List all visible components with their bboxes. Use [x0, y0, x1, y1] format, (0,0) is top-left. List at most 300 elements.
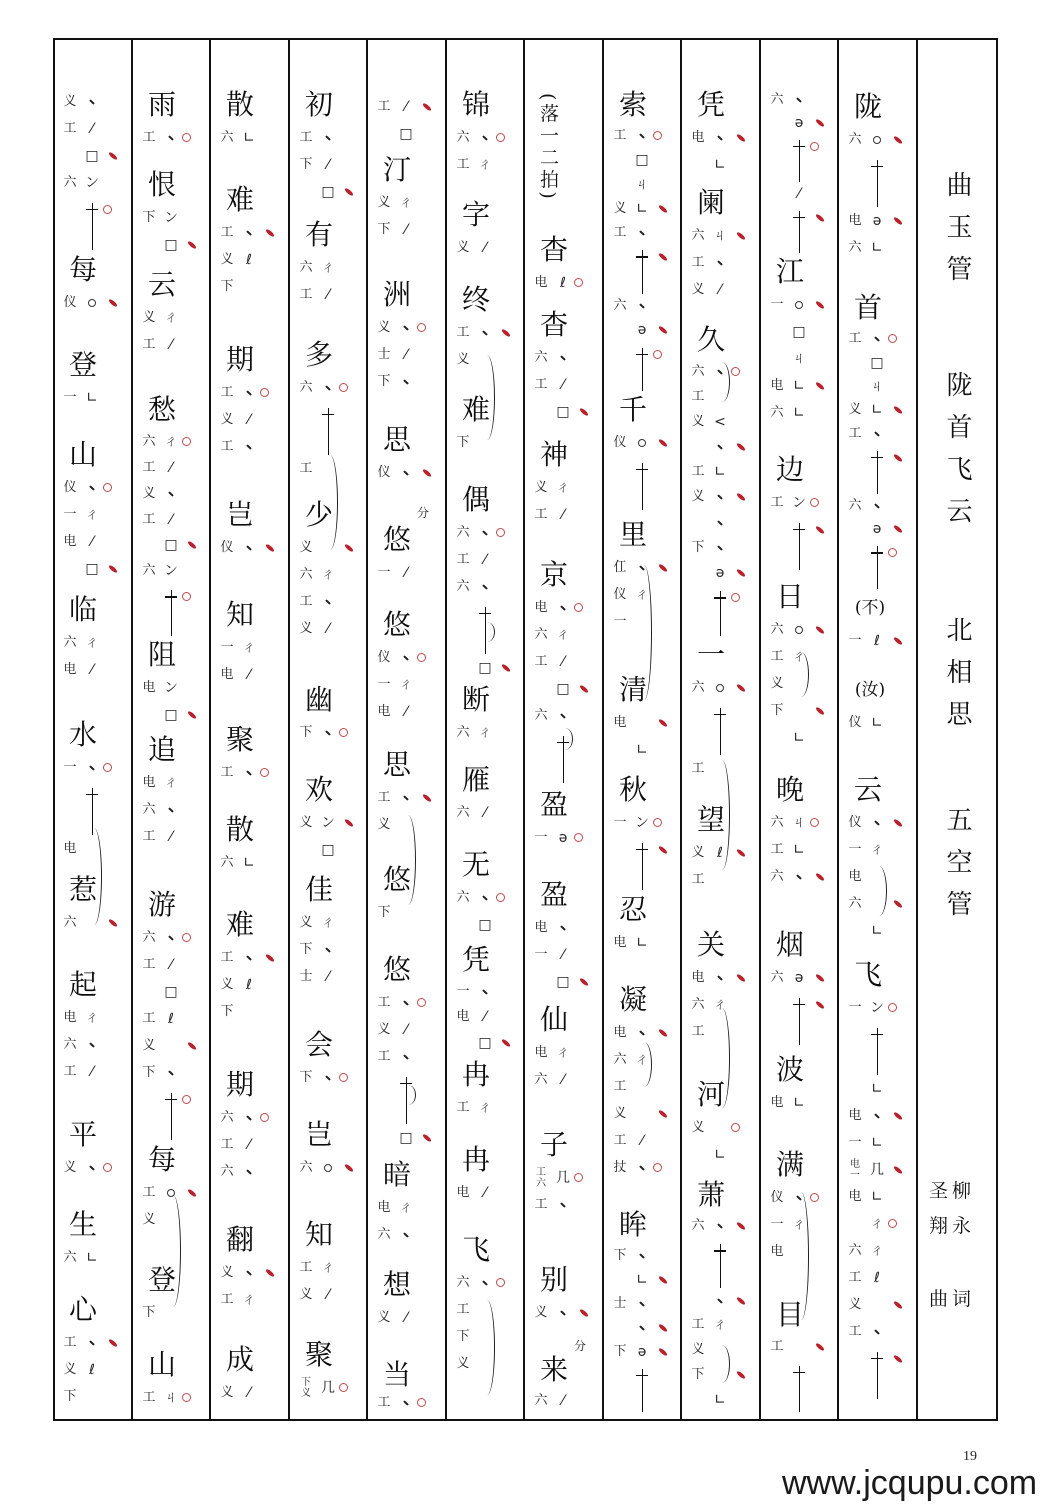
pitch-symbol: 下 [691, 1366, 705, 1382]
pitch-symbol: 工 [377, 1395, 391, 1410]
dot-mark [397, 465, 415, 481]
lyric-char: 满 [775, 1148, 804, 1181]
pitch-symbol: 义 [691, 844, 705, 860]
notation-group [289, 909, 367, 990]
pitch-symbol: 义 [691, 489, 705, 505]
notation-row [603, 836, 681, 890]
notation-row [838, 1102, 916, 1129]
pitch-symbol: 六 [534, 707, 548, 723]
notation-row [210, 1379, 288, 1406]
credit-line: 圣柳 [929, 1180, 976, 1202]
notation-row [681, 151, 759, 178]
red-circle-mark-icon [574, 1173, 583, 1182]
pitch-symbol: 工 [142, 336, 156, 352]
notation-row [524, 675, 602, 702]
red-tick-mark-icon [815, 525, 825, 534]
lyric-char: 知 [304, 1218, 333, 1251]
notation-row [53, 289, 131, 316]
notation-row [289, 1154, 367, 1181]
dot-mark [397, 650, 415, 666]
pitch-symbol-stack [296, 1377, 316, 1399]
score-column [681, 38, 759, 1420]
dot-mark [554, 920, 572, 936]
red-tick-mark-icon [736, 1370, 746, 1379]
rhythm-mark: ⁄ [247, 411, 251, 428]
lyric-char: 首 [853, 291, 882, 324]
notation-row [53, 1058, 131, 1085]
pitch-symbol: 六 [63, 634, 77, 650]
pitch-symbol: 电 [220, 666, 234, 682]
lyric-char: 汀 [382, 153, 411, 186]
notation-row [289, 124, 367, 151]
lyric-char: 云 [853, 773, 882, 806]
notation-row [681, 1018, 759, 1045]
pitch-symbol: 下 [770, 702, 784, 718]
notation-row [838, 1318, 916, 1345]
lyric-char: 心 [68, 1293, 97, 1326]
pitch-symbol: 工 [770, 1339, 784, 1354]
dot-mark [397, 790, 415, 806]
notation-row [681, 674, 759, 701]
lyric-char: 雁 [461, 763, 490, 796]
pitch-symbol: 六 [456, 889, 470, 905]
notation-group [132, 304, 210, 358]
pitch-symbol: 下 [220, 278, 234, 294]
notation-row [53, 384, 131, 411]
notation-row [132, 924, 210, 951]
rhythm-mark: ㄔ [321, 914, 335, 931]
dot-mark [633, 1025, 651, 1041]
pitch-symbol: 工 [63, 1063, 77, 1079]
page-number: 19 [963, 1449, 977, 1464]
notation-row [367, 559, 445, 586]
notation-row [132, 533, 210, 559]
pitch-symbol: 六 [534, 626, 548, 642]
lyric-char: 盈 [539, 788, 568, 821]
pitch-symbol: 下 [613, 1248, 627, 1263]
rhythm-mark: ⁄ [404, 346, 408, 363]
notation-group [53, 909, 131, 936]
lyric-char: 幽 [304, 683, 333, 716]
red-tick-mark-icon [658, 438, 668, 447]
rhythm-mark: ⁄ [404, 564, 408, 581]
red-tick-mark-icon [736, 493, 746, 502]
notation-row [210, 1259, 288, 1286]
score-column [210, 38, 288, 1420]
notation-row [446, 1179, 524, 1206]
red-circle-mark-icon [103, 1163, 112, 1172]
notation-row [132, 1059, 210, 1086]
notation-row [760, 345, 838, 372]
small-circle-mark [633, 435, 651, 451]
notation-row [838, 709, 916, 736]
notation-row [603, 173, 681, 197]
notation-row [524, 702, 602, 729]
red-tick-mark-icon [344, 543, 354, 552]
lyric-char: 期 [225, 343, 254, 376]
dot-mark [476, 984, 494, 1000]
dot-mark [240, 385, 258, 401]
rhythm-mark: ∟ [793, 841, 805, 858]
notation-row [210, 971, 288, 998]
notation-row [838, 541, 916, 589]
notation-row [524, 501, 602, 528]
rhythm-mark: ⁄ [404, 221, 408, 238]
rhythm-mark: ∟ [793, 377, 805, 394]
pitch-symbol: 一 [63, 759, 77, 775]
dot-mark [476, 525, 494, 541]
dot-mark [868, 1324, 886, 1340]
notation-row [446, 1269, 524, 1296]
notation-row [603, 809, 681, 836]
lyric-char: 悠 [382, 608, 411, 641]
dot-mark [711, 489, 729, 505]
rhythm-mark: ⁄ [169, 828, 173, 845]
notation-row [681, 586, 759, 636]
pitch-symbol: 六 [613, 1051, 627, 1067]
lyric-char: 冉 [461, 1058, 490, 1091]
red-tick-mark-icon [579, 977, 589, 986]
notation-row [210, 634, 288, 661]
lyric-char: 杳 [539, 233, 568, 266]
notation-row [760, 1184, 838, 1211]
rhythm-mark: ⁄ [561, 376, 565, 393]
dot-mark [162, 130, 180, 146]
notation-row [132, 1005, 210, 1032]
notation-row [446, 1296, 524, 1323]
red-tick-mark-icon [108, 298, 118, 307]
notation-row [210, 759, 288, 786]
red-tick-mark-icon [265, 953, 275, 962]
pitch-symbol: 下 [63, 1388, 77, 1404]
rhythm-mark: ㄔ [635, 1051, 649, 1068]
red-tick-mark-icon [108, 1338, 118, 1347]
notation-row [446, 1005, 524, 1031]
rhythm-mark: ∟ [714, 1146, 726, 1163]
red-circle-mark-icon [888, 334, 897, 343]
rhythm-mark: ㄔ [713, 996, 727, 1013]
notation-row [760, 1089, 838, 1116]
notation-group [132, 429, 210, 636]
red-tick-mark-icon [187, 1041, 197, 1050]
notation-row [760, 135, 838, 182]
pitch-symbol: 工 [220, 438, 234, 454]
notation-group [367, 459, 445, 486]
dot-mark [83, 1335, 101, 1351]
notation-group [838, 709, 916, 736]
lyric-char: 陇 [853, 90, 882, 123]
pitch-symbol: 工 [142, 956, 156, 972]
notation-row [132, 331, 210, 358]
pitch-symbol: 一 [456, 983, 470, 999]
pitch-symbol: 六 [220, 1109, 234, 1125]
notation-group [524, 269, 602, 296]
rhythm-mark: ン [164, 563, 178, 580]
pitch-symbol: 仪 [848, 714, 862, 730]
notation-row [132, 231, 210, 258]
notation-group [210, 534, 288, 561]
notation-row [210, 379, 288, 406]
notation-group [53, 474, 131, 582]
lyric-char: 惹 [68, 873, 97, 906]
red-tick-mark-icon [344, 1163, 354, 1172]
rhythm-mark: ㄐ [792, 350, 806, 367]
notation-row [132, 455, 210, 481]
notation-row [524, 269, 602, 296]
lyric-char: 凭 [696, 88, 725, 121]
beat-cross-mark [790, 523, 808, 571]
rhythm-mark: ン [321, 814, 335, 831]
rhythm-mark: ㄔ [164, 433, 178, 450]
lyric-char: 别 [539, 1263, 568, 1296]
pitch-symbol: 士 [613, 1296, 627, 1311]
notation-row [53, 629, 131, 656]
small-circle-mark [319, 1160, 337, 1176]
rhythm-mark: ə [794, 115, 804, 132]
rhythm-mark: ㄔ [556, 626, 570, 643]
notation-row [53, 1154, 131, 1181]
notation-row [53, 501, 131, 528]
notation-group [53, 1004, 131, 1085]
notation-row [367, 120, 445, 147]
notation-row [760, 88, 838, 112]
pitch-symbol: 士 [377, 346, 391, 362]
red-tick-mark-icon [815, 973, 825, 982]
red-circle-mark-icon [496, 1278, 505, 1287]
notation-row [760, 670, 838, 697]
notation-row [524, 824, 602, 851]
lyric-char: 聚 [225, 723, 254, 756]
rhythm-mark: ℓ [246, 976, 252, 993]
lyric-char: 久 [696, 323, 725, 356]
red-tick-mark-icon [815, 213, 825, 222]
notation-row [681, 1363, 759, 1388]
pitch-symbol: 义 [377, 1309, 391, 1325]
notation-row [524, 594, 602, 621]
pitch-symbol: 电 [456, 1009, 470, 1025]
notation-row [446, 799, 524, 826]
notation-group [210, 634, 288, 688]
pitch-symbol: 仪 [377, 464, 391, 480]
lyric-char: 登 [68, 348, 97, 381]
rhythm-mark: ㄔ [399, 194, 413, 211]
notation-row [524, 1164, 602, 1191]
notation-row [367, 368, 445, 395]
pitch-symbol: 工 [142, 1389, 156, 1405]
notation-row [681, 435, 759, 460]
pitch-symbol: 一 [377, 564, 391, 580]
pitch-symbol: 电 [848, 212, 862, 228]
lyric-char: 暗 [382, 1158, 411, 1191]
rhythm-mark: ⁄ [169, 956, 173, 973]
notation-group [53, 629, 131, 683]
notation-group [132, 1299, 210, 1326]
notation-group [289, 534, 367, 642]
lyric-char: 飞 [461, 1233, 490, 1266]
red-tick-mark-icon [658, 253, 668, 262]
dot-mark [319, 130, 337, 146]
notation-row [524, 1389, 602, 1412]
notation-row [289, 1281, 367, 1308]
notation-row [446, 884, 524, 911]
red-tick-mark-icon [108, 151, 118, 160]
notation-row [53, 1329, 131, 1356]
red-tick-mark-icon [344, 818, 354, 827]
lyric-char: 起 [68, 968, 97, 1001]
lyric-char: 初 [304, 88, 333, 121]
notation-row [367, 1304, 445, 1331]
dot-mark [240, 439, 258, 455]
notation-row [289, 254, 367, 281]
pitch-symbol: 工 [142, 129, 156, 145]
lyric-char: 多 [304, 338, 333, 371]
red-circle-mark-icon [260, 1113, 269, 1122]
dot-mark [633, 298, 651, 314]
rhythm-mark: ∟ [793, 1094, 805, 1111]
red-tick-mark-icon [422, 102, 432, 111]
rhythm-mark: 几 [870, 1161, 884, 1178]
notation-group [210, 219, 288, 300]
red-tick-mark-icon [815, 872, 825, 881]
notation-row [681, 1114, 759, 1141]
pitch-symbol: 工 [691, 871, 705, 887]
red-circle-mark-icon [810, 818, 819, 827]
notation-row [603, 1244, 681, 1268]
pitch-symbol: 六 [142, 433, 156, 449]
red-circle-mark-icon [810, 142, 819, 151]
notation-group [838, 627, 916, 654]
notation-row [132, 429, 210, 455]
pitch-symbol: 六 [220, 1163, 234, 1179]
notation-row [524, 1039, 602, 1066]
lyric-char: 难 [461, 393, 490, 426]
notation-row [210, 661, 288, 688]
pitch-symbol: 工 [299, 286, 313, 302]
notation-group [53, 754, 131, 862]
notation-row [524, 648, 602, 675]
pitch-symbol: 义 [456, 239, 470, 255]
rhythm-mark: □ [792, 323, 806, 340]
rhythm-mark: ⁄ [483, 1009, 487, 1026]
rhythm-mark: ㄔ [870, 841, 884, 858]
rhythm-mark: ㄔ [478, 156, 492, 173]
pitch-symbol: 六 [456, 1274, 470, 1290]
pitch-symbol: 仪 [377, 649, 391, 665]
dot-mark [240, 950, 258, 966]
notation-row [289, 151, 367, 178]
rhythm-mark: □ [85, 560, 99, 577]
notation-row [603, 197, 681, 221]
lyric-char: 河 [696, 1078, 725, 1111]
red-circle-mark-icon [103, 205, 112, 214]
notation-row [603, 1019, 681, 1046]
notation-row [132, 701, 210, 728]
rhythm-mark: ⁄ [169, 336, 173, 353]
notation-row [524, 1066, 602, 1093]
notation-row [603, 294, 681, 318]
lyric-char: 清 [618, 673, 647, 706]
notation-row [53, 1004, 131, 1031]
notation-group [681, 359, 759, 636]
pitch-symbol: 工 [534, 506, 548, 522]
dot-mark [162, 1065, 180, 1081]
rhythm-mark: ㄐ [164, 1389, 178, 1406]
notation-row [210, 273, 288, 300]
pitch-symbol: 工 [691, 1317, 705, 1333]
notation-row [446, 1030, 524, 1056]
pitch-symbol: 电 [456, 1184, 470, 1200]
rhythm-mark: ⁄ [561, 653, 565, 670]
pitch-symbol: 工 [770, 841, 784, 857]
notation-row [603, 1364, 681, 1412]
notation-row [603, 148, 681, 172]
lyric-char: 阑 [696, 186, 725, 219]
pitch-symbol: 工 [770, 494, 784, 510]
notation-row [760, 863, 838, 890]
rhythm-mark: □ [556, 973, 570, 990]
pitch-symbol: 一 [850, 1169, 860, 1181]
notation-group [53, 384, 131, 411]
notation-group [760, 1184, 838, 1265]
red-circle-mark-icon [731, 593, 740, 602]
dot-mark [711, 439, 729, 455]
pitch-symbol: 电 [534, 919, 548, 935]
dot-mark [476, 890, 494, 906]
pitch-symbol: 义 [142, 309, 156, 325]
rhythm-mark: ⁄ [90, 120, 94, 137]
notation-group [681, 674, 759, 782]
pitch-symbol: 工 [613, 1078, 627, 1094]
pitch-symbol: 义 [456, 351, 470, 367]
notation-group [53, 1154, 131, 1181]
red-circle-mark-icon [182, 437, 191, 446]
notation-group [446, 1269, 524, 1377]
lyric-char: 望 [696, 803, 725, 836]
lyric-char: 水 [68, 718, 97, 751]
pitch-symbol: 电 [691, 969, 705, 985]
pitch-symbol: 电 [63, 1009, 77, 1025]
notation-row [53, 196, 131, 250]
notation-row [681, 1239, 759, 1289]
notation-row [760, 697, 838, 724]
pitch-symbol: 电 [848, 868, 862, 884]
pitch-symbol: 六 [220, 129, 234, 145]
dot-mark [397, 1395, 415, 1411]
rhythm-mark: □ [870, 354, 884, 371]
red-circle-mark-icon [496, 528, 505, 537]
lyric-char: 云 [147, 268, 176, 301]
pitch-symbol: 六 [456, 524, 470, 540]
dot-mark [83, 94, 101, 110]
lyric-char: 盈 [539, 878, 568, 911]
dot-mark [83, 480, 101, 496]
notation-row [53, 88, 131, 115]
notation-row [446, 234, 524, 261]
lyric-char: 悠 [382, 863, 411, 896]
beat-cross-mark [397, 1077, 415, 1125]
rhythm-mark: □ [164, 706, 178, 723]
pitch-symbol: 义 [299, 620, 313, 636]
pitch-symbol: 电 [63, 661, 77, 677]
notation-row [289, 909, 367, 936]
notation-row [760, 1238, 838, 1265]
pitch-symbol: 一 [770, 1216, 784, 1232]
pitch-symbol: 工 [377, 98, 391, 114]
pitch-symbol: 工 [534, 1196, 548, 1212]
notation-row [210, 944, 288, 971]
rhythm-mark: ə [558, 829, 568, 846]
lyric-char: 恨 [147, 168, 176, 201]
